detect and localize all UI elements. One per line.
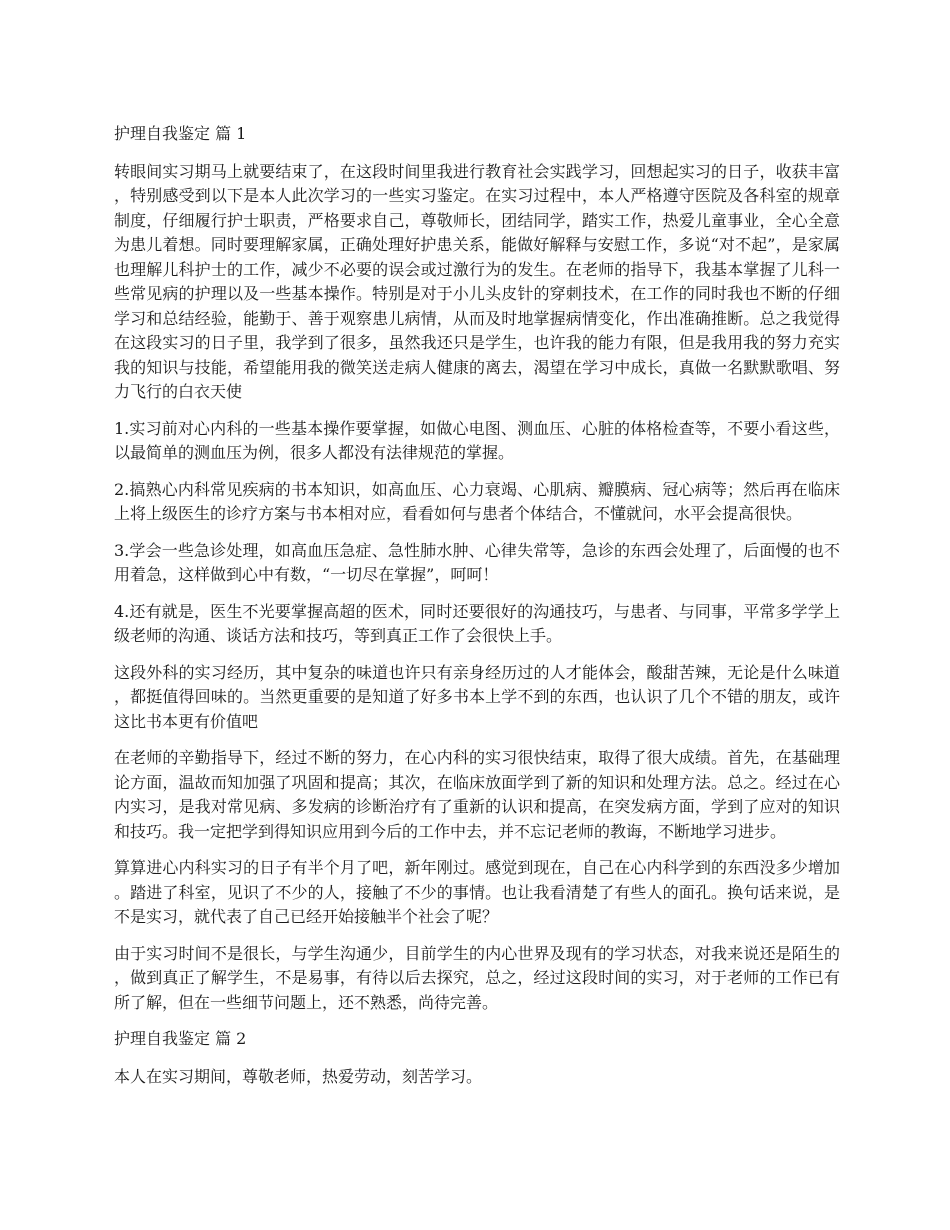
paragraph: 由于实习时间不是很长，与学生沟通少，目前学生的内心世界及现有的学习状态，对我来说还是陌生的，做到真正了解学生，不是易事，有待以后去探究，总之，经过这段时间的实习，对于老师的工作已有所了解，但在一些细节问题上，还不熟悉，尚待完善。: [114, 943, 840, 1012]
paragraph: 2.搞熟心内科常见疾病的书本知识，如高血压、心力衰竭、心肌病、瓣膜病、冠心病等；然后再在临床上将上级医生的诊疗方案与书本相对应，看看如何与患者个体结合，不懂就问，水平会提高很快。: [114, 479, 840, 523]
paragraph: 4.还有就是，医生不光要掌握高超的医术，同时还要很好的沟通技巧，与患者、与同事，平常多学学上级老师的沟通、谈话方法和技巧，等到真正工作了会很快上手。: [114, 601, 840, 645]
paragraph: 3.学会一些急诊处理，如高血压急症、急性肺水肿、心律失常等，急诊的东西会处理了，后面慢的也不用着急，这样做到心中有数，“一切尽在掌握”，呵呵！: [114, 540, 840, 584]
section-heading: 护理自我鉴定 篇 1: [114, 124, 247, 143]
paragraph: 本人在实习期间，尊敬老师，热爱劳动，刻苦学习。: [114, 1066, 483, 1086]
paragraph: 转眼间实习期马上就要结束了，在这段时间里我进行教育社会实践学习，回想起实习的日子，收获丰富，特别感受到以下是本人此次学习的一些实习鉴定。在实习过程中，本人严格遵守医院及各科室的规章制度，仔细履行护士职责，严格要求自己，尊敬师长，团结同学，踏实工作，热爱儿童事业，全心全意为患儿着想。同时要理解家属，正确处理好护患关系，能做好解释与安慰工作，多说“对不起”，是家属也理解儿科护士的工作，减少不必要的误会或过激行为的发生。在老师的指导下，我基本掌握了儿科一些常见病的护理以及一些基本操作。特别是对于小儿头皮针的穿刺技术，在工作的同时我也不断的仔细学习和总结经验，能勤于、善于观察患儿病情，从而及时地掌握病情变化，作出准确推断。总之我觉得在这段实习的日子里，我学到了很多，虽然我还只是学生，也许我的能力有限，但是我用我的努力充实我的知识与技能，希望能用我的微笑送走病人健康的离去，渴望在学习中成长，真做一名默默歌唱、努力飞行的白衣天使: [114, 161, 840, 401]
paragraph: 在老师的辛勤指导下，经过不断的努力，在心内科的实习很快结束，取得了很大成绩。首先，在基础理论方面，温故而知加强了巩固和提高；其次，在临床放面学到了新的知识和处理方法。总之。经过在心内实习，是我对常见病、多发病的诊断治疗有了重新的认识和提高，在突发病方面，学到了应对的知识和技巧。我一定把学到得知识应用到今后的工作中去，并不忘记老师的教诲，不断地学习进步。: [114, 748, 840, 841]
section-2: [114, 1027, 840, 1089]
section-1: [114, 122, 840, 1015]
paragraph: 这段外科的实习经历，其中复杂的味道也许只有亲身经历过的人才能体会，酸甜苦辣，无论是什么味道，都挺值得回味的。当然更重要的是知道了好多书本上学不到的东西，也认识了几个不错的朋友，或许这比书本更有价值吧: [114, 662, 840, 731]
paragraph: 算算进心内科实习的日子有半个月了吧，新年刚过。感觉到现在，自己在心内科学到的东西没多少增加。踏进了科室，见识了不少的人，接触了不少的事情。也让我看清楚了有些人的面孔。换句话来说，是不是实习，就代表了自己已经开始接触半个社会了呢？: [114, 858, 840, 926]
document-page: [114, 122, 840, 1101]
section-heading: 护理自我鉴定 篇 2: [114, 1029, 247, 1048]
paragraph: 1.实习前对心内科的一些基本操作要掌握，如做心电图、测血压、心脏的体格检查等，不要小看这些，以最简单的测血压为例，很多人都没有法律规范的掌握。: [114, 418, 840, 462]
